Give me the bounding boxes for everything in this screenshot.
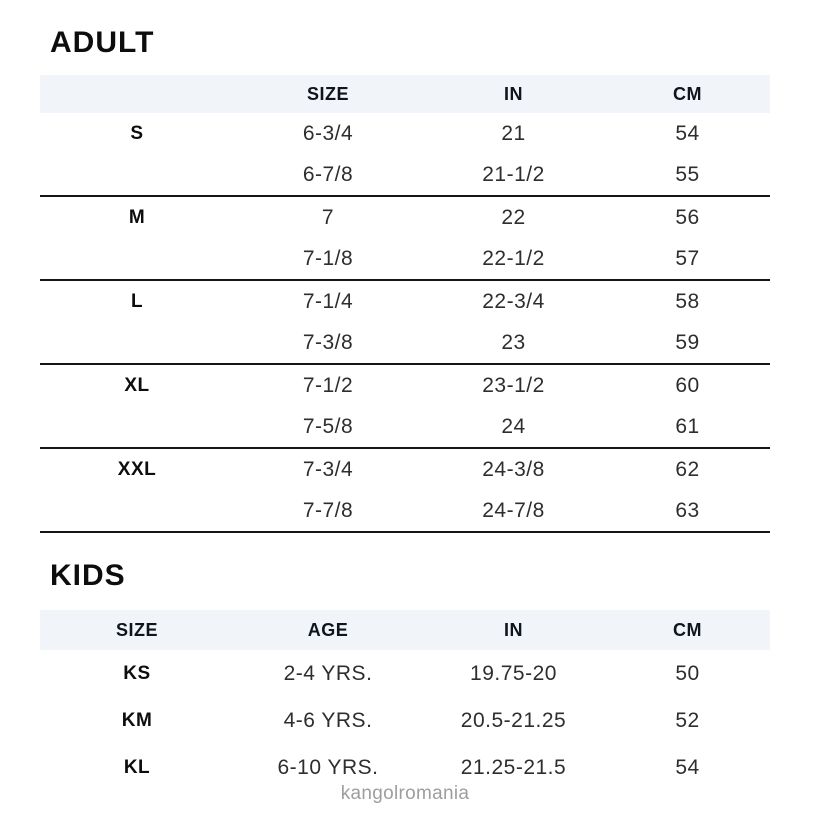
table-row bbox=[40, 238, 770, 279]
in-value: 22 bbox=[501, 205, 526, 229]
kids-size-table bbox=[40, 610, 770, 791]
size-group-l bbox=[40, 281, 770, 365]
table-row bbox=[40, 490, 770, 531]
cm-value: 56 bbox=[675, 205, 700, 229]
table-row bbox=[40, 322, 770, 363]
cm-value: 60 bbox=[675, 373, 700, 397]
kids-col-header-age: AGE bbox=[307, 619, 349, 640]
table-row bbox=[40, 697, 770, 744]
size-label: M bbox=[128, 206, 146, 228]
table-row bbox=[40, 449, 770, 490]
size-label: KM bbox=[121, 709, 153, 731]
size-value: 7-3/4 bbox=[302, 457, 354, 481]
table-row bbox=[40, 197, 770, 238]
kids-table-header bbox=[40, 610, 770, 650]
size-group-m bbox=[40, 197, 770, 281]
in-value: 22-3/4 bbox=[482, 289, 545, 313]
kids-col-header-in: IN bbox=[504, 619, 523, 640]
watermark-text: kangolromania bbox=[340, 783, 470, 804]
adult-section-title: ADULT bbox=[50, 26, 155, 59]
kids-col-header-cm: CM bbox=[673, 619, 702, 640]
in-value: 21 bbox=[501, 121, 526, 145]
size-label: S bbox=[130, 122, 144, 144]
size-label: KL bbox=[123, 756, 151, 778]
cm-value: 61 bbox=[675, 414, 700, 438]
size-group-s bbox=[40, 113, 770, 197]
size-value: 6-3/4 bbox=[302, 121, 354, 145]
adult-col-header-size: SIZE bbox=[306, 83, 349, 104]
kids-col-header-size: SIZE bbox=[115, 619, 158, 640]
cm-value: 57 bbox=[675, 246, 700, 270]
size-label: XXL bbox=[117, 458, 157, 480]
size-label: L bbox=[130, 290, 144, 312]
adult-col-header-in: IN bbox=[504, 83, 523, 104]
table-row bbox=[40, 281, 770, 322]
size-value: 7-7/8 bbox=[302, 498, 354, 522]
in-value: 22-1/2 bbox=[482, 246, 545, 270]
in-value: 21-1/2 bbox=[482, 162, 545, 186]
cm-value: 52 bbox=[675, 708, 700, 732]
table-row bbox=[40, 113, 770, 154]
cm-value: 54 bbox=[675, 755, 700, 779]
size-value: 7-3/8 bbox=[302, 330, 354, 354]
size-value: 7-1/2 bbox=[302, 373, 354, 397]
in-value: 21.25-21.5 bbox=[460, 755, 567, 779]
size-group-xl bbox=[40, 365, 770, 449]
in-value: 23 bbox=[501, 330, 526, 354]
in-value: 24-3/8 bbox=[482, 457, 545, 481]
size-value: 7-5/8 bbox=[302, 414, 354, 438]
age-value: 4-6 YRS. bbox=[283, 708, 373, 732]
adult-col-header-cm: CM bbox=[673, 83, 702, 104]
size-value: 6-7/8 bbox=[302, 162, 354, 186]
in-value: 23-1/2 bbox=[482, 373, 545, 397]
size-value: 7 bbox=[321, 205, 335, 229]
in-value: 24-7/8 bbox=[482, 498, 545, 522]
size-group-xxl bbox=[40, 449, 770, 533]
cm-value: 54 bbox=[675, 121, 700, 145]
age-value: 2-4 YRS. bbox=[283, 661, 373, 685]
size-value: 7-1/8 bbox=[302, 246, 354, 270]
cm-value: 59 bbox=[675, 330, 700, 354]
cm-value: 55 bbox=[675, 162, 700, 186]
age-value: 6-10 YRS. bbox=[277, 755, 379, 779]
size-label: KS bbox=[123, 662, 151, 684]
in-value: 24 bbox=[501, 414, 526, 438]
adult-table-header bbox=[40, 75, 770, 113]
table-row bbox=[40, 365, 770, 406]
cm-value: 50 bbox=[675, 661, 700, 685]
kids-table-body bbox=[40, 650, 770, 791]
in-value: 19.75-20 bbox=[470, 661, 557, 685]
table-row bbox=[40, 406, 770, 447]
kids-section-title: KIDS bbox=[50, 559, 126, 592]
cm-value: 62 bbox=[675, 457, 700, 481]
in-value: 20.5-21.25 bbox=[460, 708, 567, 732]
cm-value: 63 bbox=[675, 498, 700, 522]
table-row bbox=[40, 154, 770, 195]
size-label: XL bbox=[124, 374, 150, 396]
size-value: 7-1/4 bbox=[302, 289, 354, 313]
adult-size-table bbox=[40, 75, 770, 533]
cm-value: 58 bbox=[675, 289, 700, 313]
table-row bbox=[40, 650, 770, 697]
